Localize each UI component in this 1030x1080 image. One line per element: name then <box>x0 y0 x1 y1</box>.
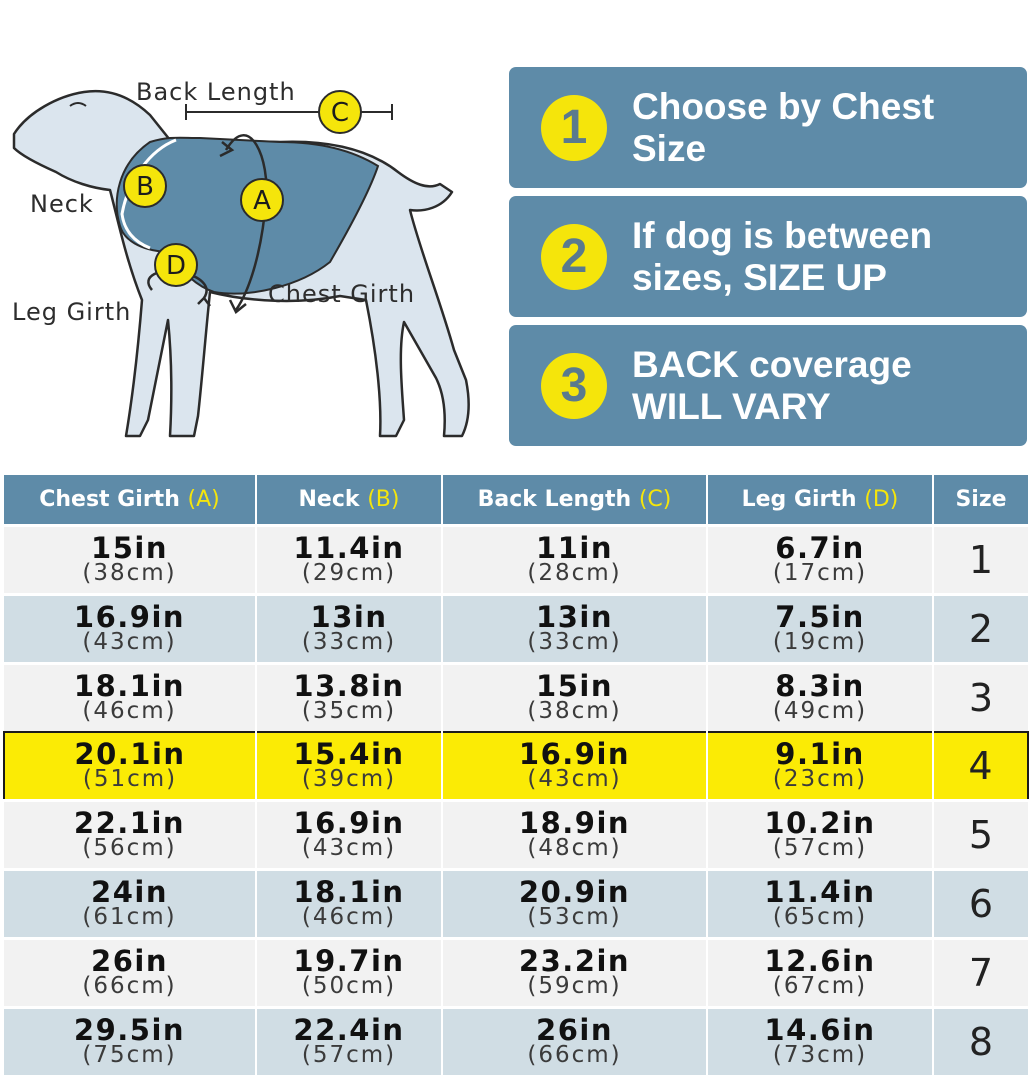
value-centimeters: (65cm) <box>772 904 868 930</box>
cell-chest <box>4 526 256 595</box>
value-centimeters: (73cm) <box>772 1042 868 1068</box>
value-inches: 11.4in <box>764 875 876 909</box>
tip-card-2 <box>509 196 1027 317</box>
value-centimeters: (43cm) <box>82 629 177 655</box>
size-number: 4 <box>968 744 993 788</box>
value-centimeters: (56cm) <box>82 835 177 861</box>
cell-neck <box>256 664 442 733</box>
label-chest-girth: Chest Girth <box>268 280 416 308</box>
value-centimeters: (59cm) <box>527 973 622 999</box>
cell-neck <box>256 801 442 870</box>
marker-b <box>124 165 166 207</box>
value-centimeters: (17cm) <box>772 560 868 586</box>
value-inches: 23.2in <box>518 944 631 978</box>
table-header-row <box>4 475 1028 526</box>
cell-leg-girth <box>707 732 933 801</box>
tip-card-3 <box>509 325 1027 446</box>
value-inches: 16.9in <box>73 600 186 634</box>
value-centimeters: (29cm) <box>301 560 397 586</box>
size-chart-table <box>3 475 1029 1075</box>
value-centimeters: (43cm) <box>527 766 622 792</box>
cell-size <box>933 595 1028 664</box>
cell-back-length <box>442 870 707 939</box>
value-inches: 11in <box>536 531 613 565</box>
cell-size <box>933 870 1028 939</box>
cell-back-length <box>442 801 707 870</box>
value-inches: 6.7in <box>775 531 865 565</box>
svg-text:C: C <box>330 98 350 128</box>
cell-chest <box>4 595 256 664</box>
marker-c <box>319 91 361 133</box>
value-centimeters: (28cm) <box>527 560 622 586</box>
value-centimeters: (38cm) <box>82 560 177 586</box>
cell-back-length <box>442 939 707 1008</box>
cell-neck <box>256 870 442 939</box>
value-inches: 13in <box>310 600 388 634</box>
value-centimeters: (57cm) <box>301 1042 397 1068</box>
value-inches: 13.8in <box>293 669 405 703</box>
value-inches: 20.9in <box>518 875 631 909</box>
size-number: 5 <box>968 813 994 857</box>
header-back-length: Back Length (C) <box>442 475 707 526</box>
cell-neck <box>256 595 442 664</box>
cell-back-length <box>442 1008 707 1076</box>
cell-size <box>933 1008 1028 1076</box>
value-centimeters: (57cm) <box>772 835 868 861</box>
value-centimeters: (48cm) <box>527 835 622 861</box>
value-inches: 13in <box>536 600 613 634</box>
value-inches: 24in <box>91 875 168 909</box>
size-number: 7 <box>968 951 994 995</box>
cell-neck <box>256 939 442 1008</box>
cell-chest <box>4 664 256 733</box>
value-inches: 19.7in <box>293 944 405 978</box>
size-number: 8 <box>968 1020 994 1064</box>
value-inches: 18.1in <box>73 669 186 703</box>
svg-text:D: D <box>165 251 187 281</box>
value-inches: 18.1in <box>293 875 405 909</box>
table-row <box>4 595 1028 664</box>
cell-leg-girth <box>707 870 933 939</box>
value-centimeters: (23cm) <box>772 766 868 792</box>
cell-leg-girth <box>707 664 933 733</box>
value-centimeters: (51cm) <box>82 766 178 792</box>
cell-chest <box>4 870 256 939</box>
value-centimeters: (53cm) <box>527 904 622 930</box>
size-number: 6 <box>968 882 994 926</box>
value-inches: 10.2in <box>764 806 876 840</box>
table-row <box>4 801 1028 870</box>
cell-leg-girth <box>707 595 933 664</box>
cell-size <box>933 732 1028 801</box>
tip-text: Choose by Chest Size <box>632 85 935 169</box>
marker-a <box>241 179 283 221</box>
header-size: Size <box>933 475 1028 526</box>
cell-neck <box>256 732 442 801</box>
value-inches: 9.1in <box>775 737 865 771</box>
tip-number-badge: 1 <box>541 95 607 161</box>
table-row <box>4 526 1028 595</box>
label-back-length: Back Length <box>136 78 296 106</box>
cell-chest <box>4 732 256 801</box>
value-centimeters: (61cm) <box>82 904 177 930</box>
cell-leg-girth <box>707 1008 933 1076</box>
size-number: 3 <box>968 676 994 720</box>
tip-text: If dog is between sizes, SIZE UP <box>632 214 933 298</box>
label-leg-girth: Leg Girth <box>12 298 132 326</box>
label-neck: Neck <box>30 190 94 218</box>
value-inches: 29.5in <box>73 1013 186 1047</box>
marker-d <box>155 244 197 286</box>
value-centimeters: (75cm) <box>82 1042 177 1068</box>
cell-chest <box>4 801 256 870</box>
value-inches: 22.4in <box>293 1013 405 1047</box>
value-inches: 20.1in <box>74 737 186 771</box>
value-inches: 16.9in <box>293 806 405 840</box>
value-centimeters: (35cm) <box>301 698 397 724</box>
value-centimeters: (19cm) <box>772 629 868 655</box>
value-inches: 26in <box>91 944 168 978</box>
tip-number-badge: 3 <box>541 353 607 419</box>
table-row <box>4 664 1028 733</box>
cell-neck <box>256 526 442 595</box>
cell-leg-girth <box>707 939 933 1008</box>
cell-back-length <box>442 526 707 595</box>
header-leg-girth: Leg Girth (D) <box>707 475 933 526</box>
svg-text:B: B <box>136 172 154 202</box>
cell-leg-girth <box>707 801 933 870</box>
size-number: 1 <box>968 538 994 582</box>
tip-number-badge: 2 <box>541 224 607 290</box>
value-centimeters: (39cm) <box>301 766 397 792</box>
value-centimeters: (46cm) <box>301 904 397 930</box>
size-number: 2 <box>968 607 994 651</box>
cell-size <box>933 664 1028 733</box>
value-centimeters: (67cm) <box>772 973 868 999</box>
value-centimeters: (46cm) <box>82 698 177 724</box>
dog-measurement-diagram <box>0 60 490 460</box>
cell-size <box>933 801 1028 870</box>
cell-back-length <box>442 732 707 801</box>
value-centimeters: (66cm) <box>82 973 177 999</box>
value-centimeters: (43cm) <box>301 835 397 861</box>
cell-chest <box>4 939 256 1008</box>
cell-size <box>933 939 1028 1008</box>
value-centimeters: (50cm) <box>301 973 397 999</box>
cell-chest <box>4 1008 256 1076</box>
table-row <box>4 870 1028 939</box>
cell-neck <box>256 1008 442 1076</box>
cell-size <box>933 526 1028 595</box>
value-inches: 11.4in <box>293 531 405 565</box>
table-row <box>4 732 1028 801</box>
value-inches: 15.4in <box>293 737 405 771</box>
value-inches: 7.5in <box>775 600 865 634</box>
value-inches: 12.6in <box>764 944 876 978</box>
value-inches: 26in <box>536 1013 613 1047</box>
table-row <box>4 1008 1028 1076</box>
header-neck: Neck (B) <box>256 475 442 526</box>
value-inches: 15in <box>91 531 168 565</box>
cell-leg-girth <box>707 526 933 595</box>
svg-text:A: A <box>253 186 271 216</box>
value-centimeters: (38cm) <box>527 698 622 724</box>
value-centimeters: (49cm) <box>772 698 868 724</box>
value-inches: 14.6in <box>764 1013 876 1047</box>
cell-back-length <box>442 595 707 664</box>
value-centimeters: (33cm) <box>301 629 397 655</box>
value-centimeters: (66cm) <box>527 1042 622 1068</box>
value-inches: 22.1in <box>73 806 186 840</box>
value-inches: 8.3in <box>775 669 865 703</box>
value-inches: 15in <box>536 669 613 703</box>
cell-back-length <box>442 664 707 733</box>
value-centimeters: (33cm) <box>527 629 622 655</box>
value-inches: 16.9in <box>518 737 631 771</box>
header-chest-girth: Chest Girth (A) <box>4 475 256 526</box>
table-row <box>4 939 1028 1008</box>
value-inches: 18.9in <box>518 806 631 840</box>
tip-text: BACK coverage WILL VARY <box>632 343 912 427</box>
tip-card-1 <box>509 67 1027 188</box>
